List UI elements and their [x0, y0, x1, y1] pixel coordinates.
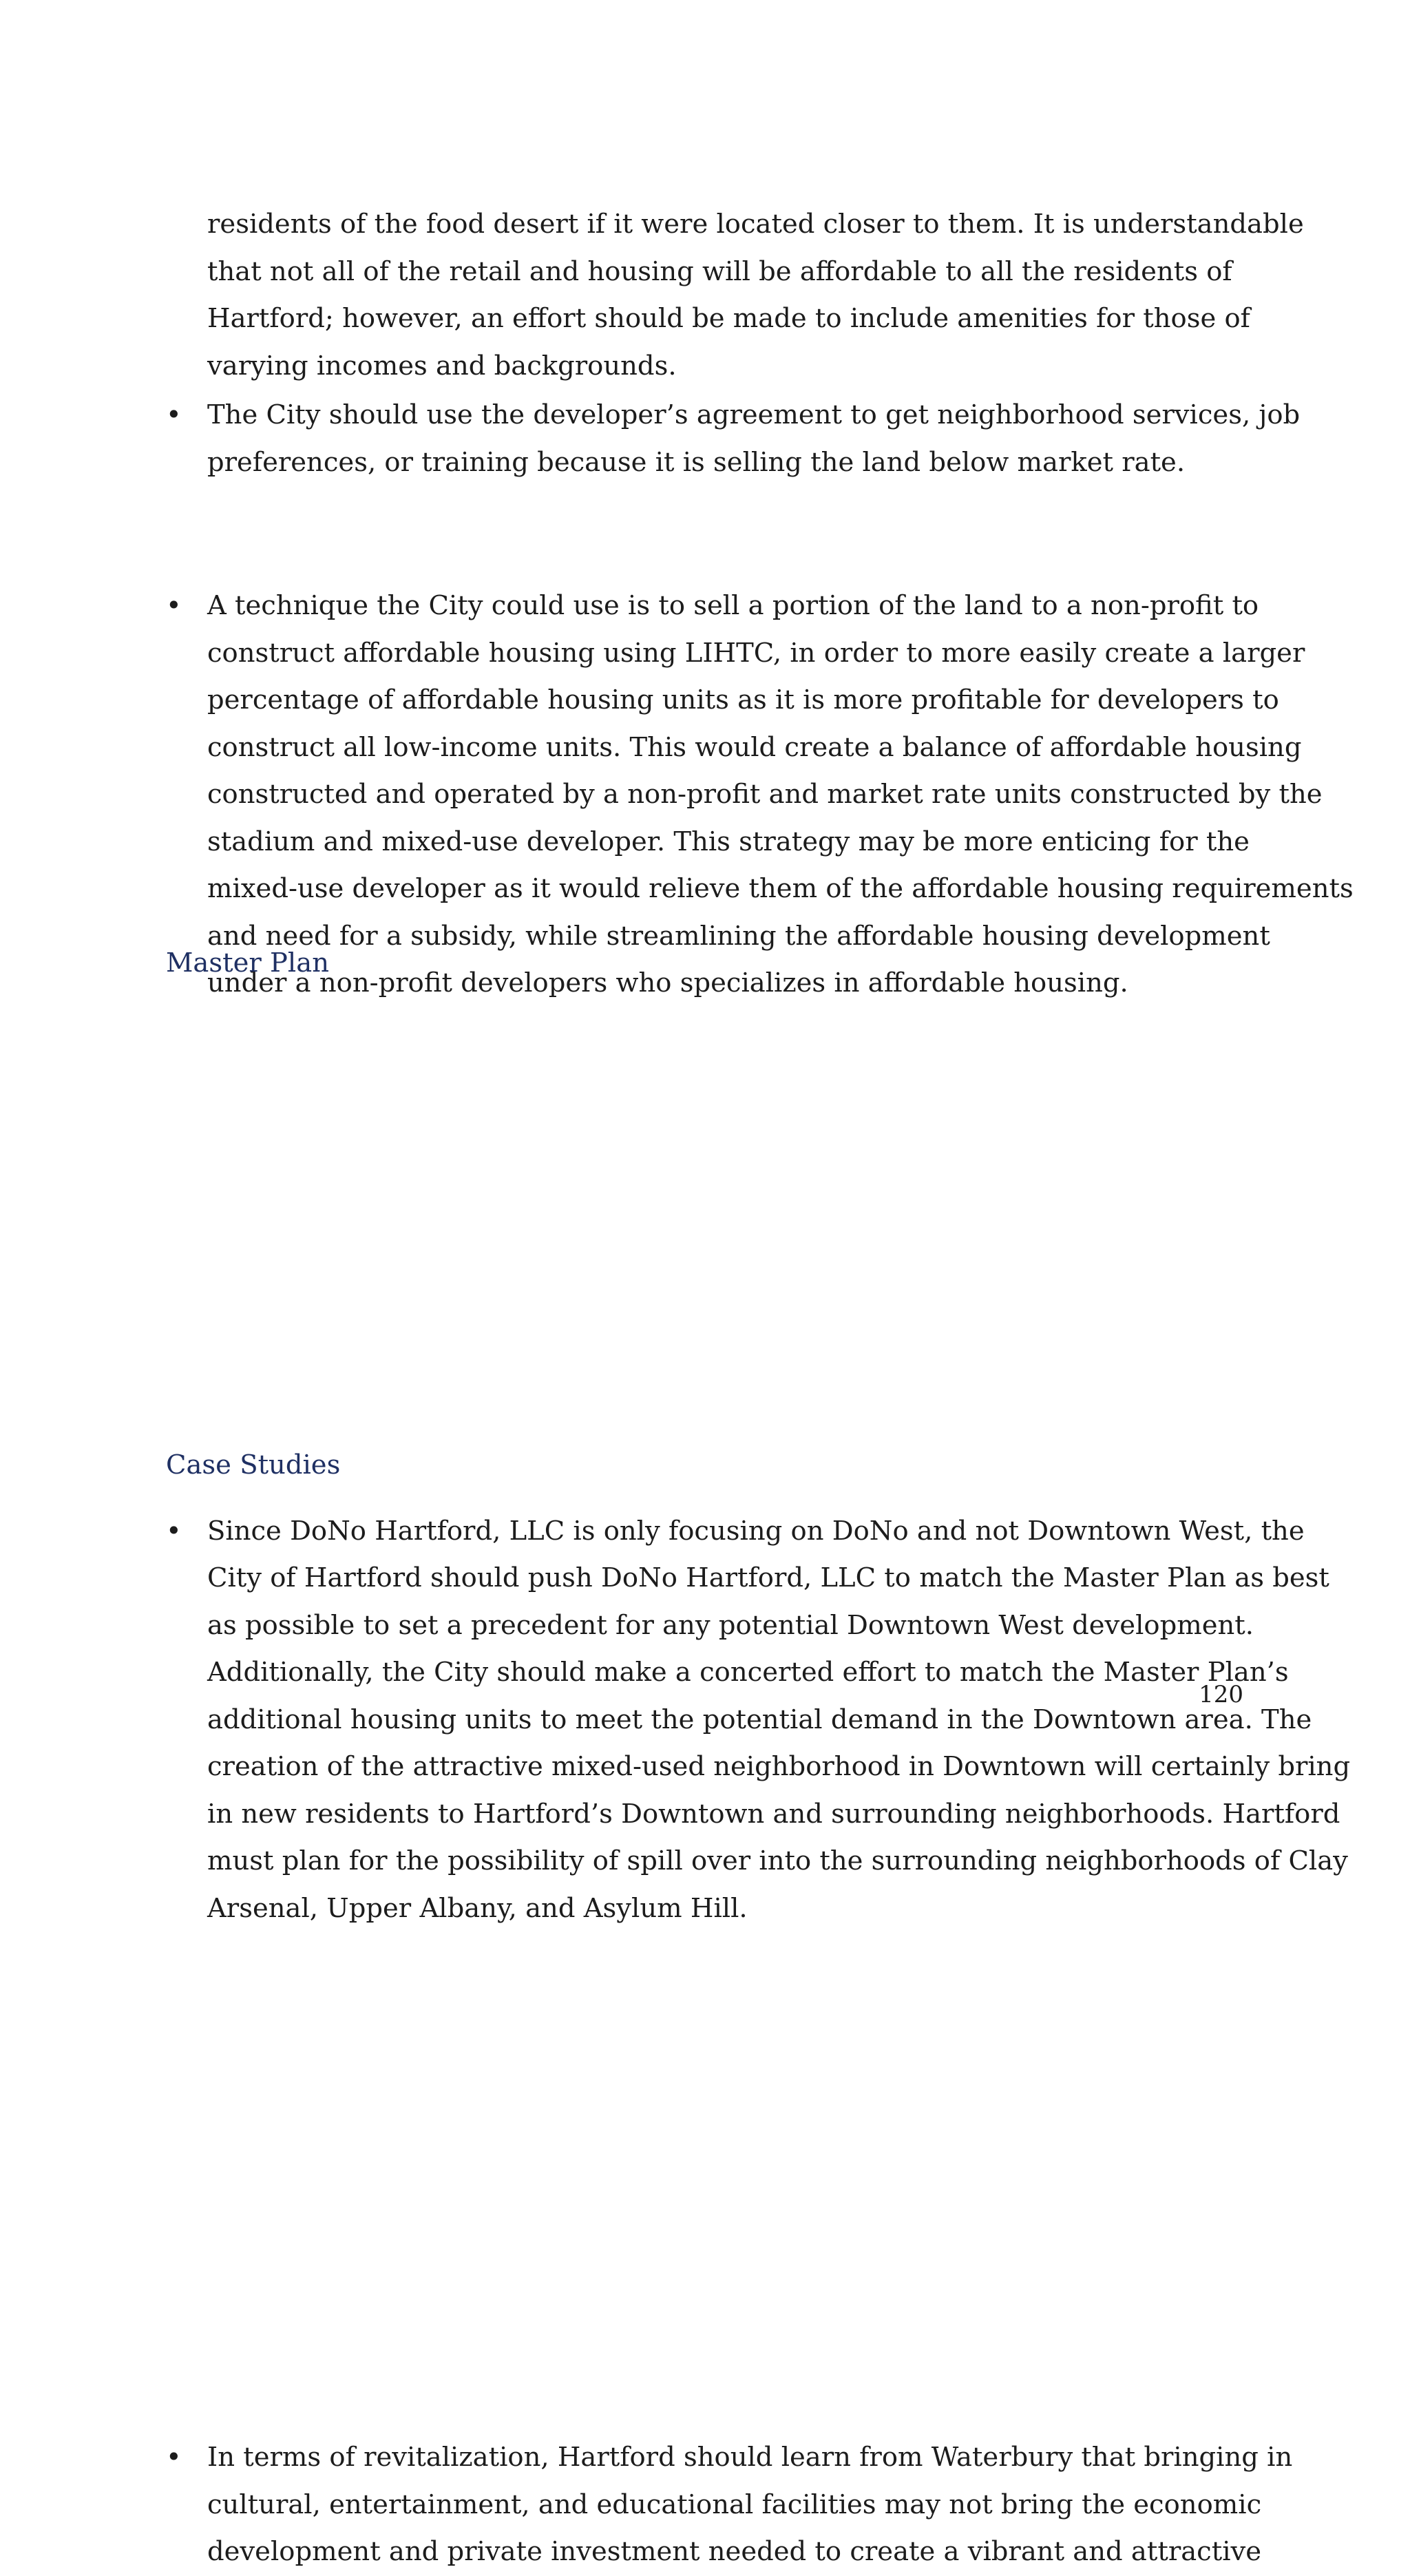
text-line: and need for a subsidy, while streamlining the affordable housing development	[207, 920, 1270, 952]
bullet-item-case-studies	[166, 2434, 1293, 2576]
text-line: Since DoNo Hartford, LLC is only focusing on DoNo and not Downtown West, the	[207, 1515, 1305, 1547]
text-line: Additionally, the City should make a concerted effort to match the Master Plan’s	[207, 1657, 1289, 1688]
text-line: as possible to set a precedent for any potential Downtown West development.	[207, 1609, 1254, 1641]
text-line: varying incomes and backgrounds.	[207, 350, 677, 381]
text-line: under a non-profit developers who specializes in affordable housing.	[207, 967, 1128, 998]
text-line: The City should use the developer’s agreement to get neighborhood services, job	[207, 399, 1301, 430]
text-line: construct all low-income units. This would create a balance of affordable housing	[207, 731, 1302, 763]
text-line: residents of the food desert if it were located closer to them. It is understandable	[207, 209, 1304, 240]
text-line: mixed-use developer as it would relieve them of the affordable housing requirements	[207, 873, 1354, 904]
text-line: Hartford; however, an effort should be made to include amenities for those of	[207, 303, 1250, 334]
text-line: stadium and mixed-use developer. This strategy may be more enticing for the	[207, 826, 1250, 857]
bullet-icon: •	[166, 1515, 182, 1547]
bullet-item-lihtc-technique	[166, 583, 1354, 1007]
text-line: preferences, or training because it is selling the land below market rate.	[207, 446, 1186, 478]
text-line: that not all of the retail and housing will be affordable to all the residents of	[207, 255, 1232, 287]
text-line: constructed and operated by a non-profit and market rate units constructed by the	[207, 779, 1323, 810]
text-line: A technique the City could use is to sell a portion of the land to a non-profit to	[207, 590, 1259, 621]
text-line: must plan for the possibility of spill over into the surrounding neighborhoods of Clay	[207, 1845, 1348, 1876]
bullet-icon: •	[166, 590, 182, 621]
page-number: 120	[1199, 1681, 1243, 1708]
text-line: Arsenal, Upper Albany, and Asylum Hill.	[207, 1892, 748, 1924]
section-heading-case-studies: Case Studies	[166, 1449, 341, 1480]
text-line: cultural, entertainment, and educational facilities may not bring the economic	[207, 2489, 1262, 2520]
bullet-icon: •	[166, 399, 182, 430]
bullet-icon: •	[166, 2442, 182, 2473]
text-line: additional housing units to meet the potential demand in the Downtown area. The	[207, 1704, 1312, 1735]
text-line: in new residents to Hartford’s Downtown and surrounding neighborhoods. Hartford	[207, 1798, 1340, 1830]
bullet-item-master-plan	[166, 1508, 1351, 1933]
text-line: construct affordable housing using LIHTC, in order to more easily create a larger	[207, 637, 1305, 669]
bullet-item-developer-agreement	[166, 392, 1301, 486]
text-line: creation of the attractive mixed-used neighborhood in Downtown will certainly bring	[207, 1751, 1351, 1782]
text-line: In terms of revitalization, Hartford should learn from Waterbury that bringing in	[207, 2442, 1293, 2473]
text-line: percentage of affordable housing units as it is more profitable for developers to	[207, 684, 1279, 715]
text-line: development and private investment needed to create a vibrant and attractive	[207, 2536, 1262, 2567]
section-heading-master-plan: Master Plan	[166, 947, 329, 978]
text-line: City of Hartford should push DoNo Hartford, LLC to match the Master Plan as best	[207, 1562, 1329, 1593]
continuation-paragraph	[166, 201, 1304, 390]
